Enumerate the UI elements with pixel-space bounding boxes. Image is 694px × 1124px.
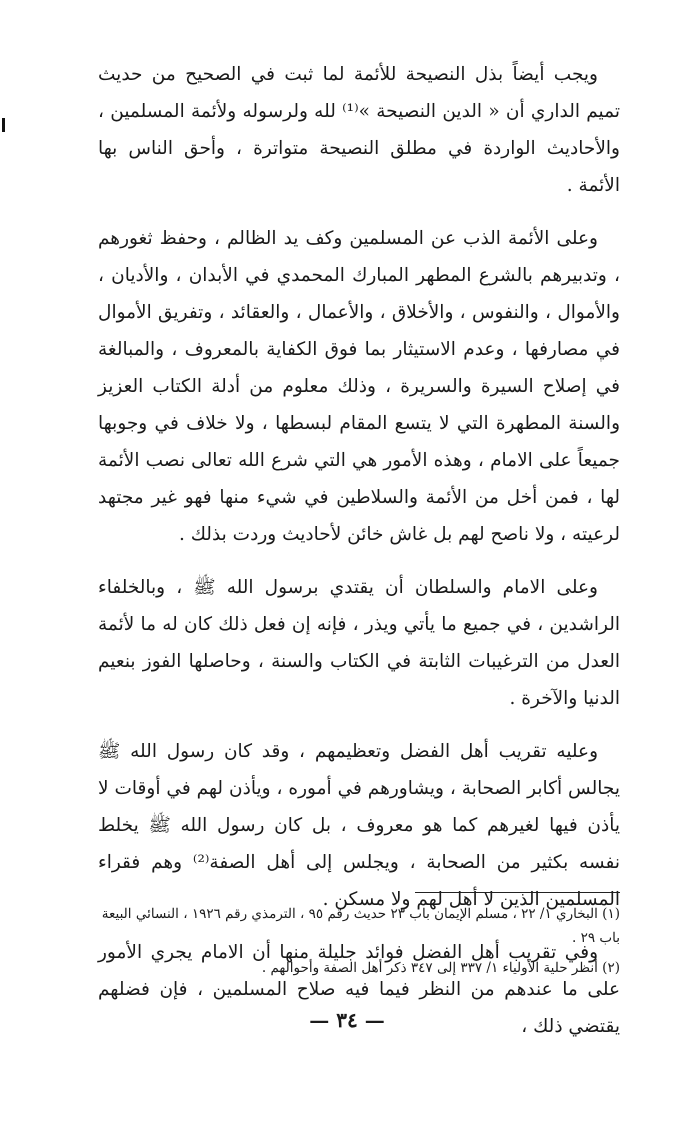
footnotes (92, 902, 620, 986)
footnote-separator (415, 892, 620, 893)
paragraph-advice-to-imams: ويجب أيضاً بذل النصيحة للأئمة لما ثبت في الصحيح من حديث تميم الداري أن « الدين النصيحة »⁽¹⁾ لله ولرسوله ولأئمة المسلمين ، والأحاديث الواردة في مطلق النصيحة متواترة ، وأحق الناس بها الأئمة . (98, 64, 620, 196)
paragraph-following-the-prophet: وعلى الامام والسلطان أن يقتدي برسول الله ﷺ ، وبالخلفاء الراشدين ، في جميع ما يأتي ويذر ، فإنه إن فعل ذلك كان له ما لأئمة العدل من الترغيبات الثابتة في الكتاب والسنة ، وحاصلها الفوز بنعيم الدنيا والآخرة . (98, 577, 620, 709)
margin-mark (2, 118, 5, 132)
footnote-2: (٢) أنظر حلية الأولياء ١/ ٣٣٧ إلى ٣٤٧ ذكر أهل الصفة وأحوالهم . (261, 960, 620, 976)
paragraph-benefits-of-closeness: وفي تقريب أهل الفضل فوائد جليلة منها أن الامام يجري الأمور على ما عندهم من النظر فيما فيه صلاح المسلمين ، فإن فضلهم يقتضي ذلك ، (98, 942, 620, 1037)
page-number: — ٣٤ — (309, 1008, 385, 1032)
paragraph-duties-of-imams: وعلى الأئمة الذب عن المسلمين وكف يد الظالم ، وحفظ ثغورهم ، وتدبيرهم بالشرع المطهر المبارك المحمدي في الأبدان ، والأديان ، والأموال ، والنفوس ، والأخلاق ، والأعمال ، والعقائد ، وتفريق الأموال في مصارفها ، وعدم الاستيثار بما فوق الكفاية بالمعروف ، والمبالغة في إصلاح السيرة والسريرة ، وذلك معلوم من أدلة الكتاب العزيز والسنة المطهرة التي لا يتسع المقام لبسطها ، ولا خلاف في وجوبها جميعاً على الامام ، وهذه الأمور هي التي شرع الله تعالى نصب الأئمة لها ، فمن أخل من الأئمة والسلاطين في شيء منها فهو غير مجتهد لرعيته ، ولا ناصح لهم بل غاش خائن لأحاديث وردت بذلك . (98, 228, 620, 545)
paragraph-honoring-people-of-virtue: وعليه تقريب أهل الفضل وتعظيمهم ، وقد كان رسول الله ﷺ يجالس أكابر الصحابة ، ويشاورهم في أموره ، ويأذن لهم في أوقات لا يأذن فيها لغيرهم كما هو معروف ، بل كان رسول الله ﷺ يخلط نفسه بكثير من الصحابة ، ويجلس إلى أهل الصفة⁽²⁾ وهم فقراء المسلمين الذين لا أهل لهم ولا مسكن . (98, 741, 620, 910)
footnote-1: (١) البخاري ١/ ٢٢ ، مسلم الإيمان باب ٢٣ حديث رقم ٩٥ ، الترمذي رقم ١٩٢٦ ، النسائي البيعة باب ٢٩ . (101, 906, 620, 946)
